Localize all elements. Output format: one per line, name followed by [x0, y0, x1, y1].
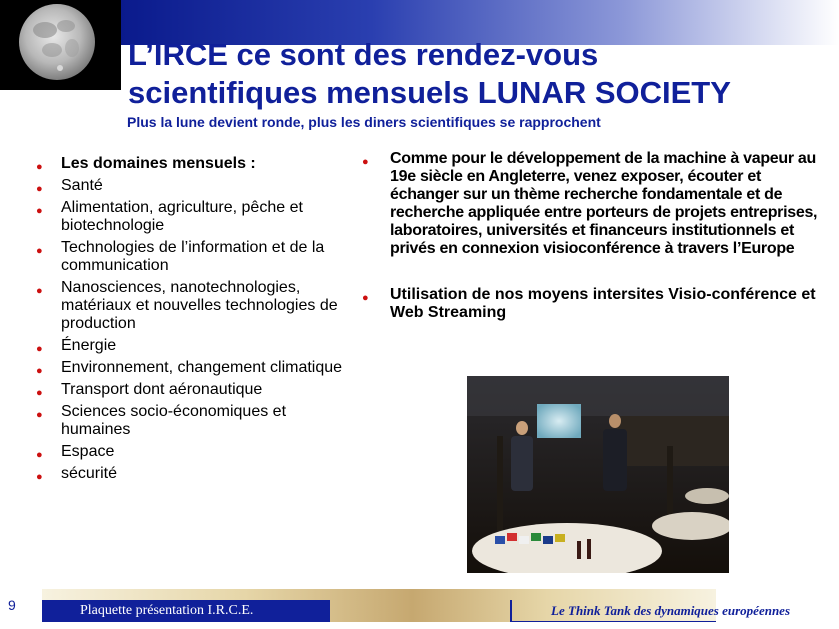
- list-item: [36, 381, 354, 399]
- list-item-text: Transport dont aéronautique: [61, 381, 263, 398]
- list-item-text: Nanosciences, nanotechnologies, matériaux et nouvelles technologies de production: [61, 279, 338, 332]
- list-item-text: Espace: [61, 443, 115, 460]
- list-item: [36, 403, 354, 439]
- title-line-1: L’IRCE ce sont des rendez-vous: [128, 37, 599, 72]
- bullet-icon: ●: [36, 387, 43, 399]
- bullet-icon: ●: [36, 245, 43, 257]
- list-item-text: sécurité: [61, 465, 118, 482]
- page-subtitle: Plus la lune devient ronde, plus les diners scientifiques se rapprochent: [127, 114, 601, 130]
- bullet-icon: ●: [36, 471, 43, 483]
- list-item-text: Santé: [61, 177, 103, 194]
- list-item: [36, 199, 354, 235]
- list-item: [36, 239, 354, 275]
- list-item: [362, 150, 822, 258]
- list-item-text: Énergie: [61, 337, 117, 354]
- list-item-text: Les domaines mensuels :: [61, 155, 256, 172]
- footer-divider: [510, 600, 512, 622]
- bullet-icon: ●: [36, 285, 43, 297]
- list-item: [36, 443, 354, 461]
- list-item: [362, 286, 822, 322]
- bullet-icon: ●: [36, 409, 43, 421]
- bullet-icon: ●: [36, 365, 43, 377]
- list-item: [36, 359, 354, 377]
- bullet-icon: ●: [36, 161, 43, 173]
- bullet-icon: ●: [362, 156, 369, 168]
- footer-tagline: Le Think Tank des dynamiques européennes: [551, 603, 790, 618]
- list-item-text: Comme pour le développement de la machine à vapeur au 19e siècle en Angleterre, venez exposer, écouter et échanger sur un thème recherche fondamentale et de recherche appliquée entre porteurs de projets entreprises, laboratoires, universités et financeurs institutionnels et privés en connexion visioconférence à travers l’Europe: [390, 150, 818, 257]
- event-photo: [467, 376, 729, 573]
- bullet-icon: ●: [36, 343, 43, 355]
- page-title: [128, 36, 828, 112]
- footer-left-label: Plaquette présentation I.R.C.E.: [42, 600, 330, 622]
- list-item: [36, 465, 354, 483]
- list-item: [36, 177, 354, 195]
- page-number: 9: [8, 597, 16, 613]
- footer-underline: [512, 621, 716, 622]
- bullet-icon: ●: [36, 205, 43, 217]
- bullet-icon: ●: [362, 292, 369, 304]
- domains-list: [36, 155, 354, 487]
- bullet-icon: ●: [36, 183, 43, 195]
- bullet-icon: ●: [36, 449, 43, 461]
- title-line-2: scientifiques mensuels LUNAR SOCIETY: [128, 75, 731, 110]
- description-list: [362, 150, 822, 322]
- list-item-text: Alimentation, agriculture, pêche et biotechnologie: [61, 199, 303, 234]
- list-item: [36, 337, 354, 355]
- list-item-text: Technologies de l’information et de la communication: [61, 239, 325, 274]
- moon-image: [0, 0, 121, 90]
- list-item-text: Utilisation de nos moyens intersites Visio-conférence et Web Streaming: [390, 286, 816, 321]
- list-item: [36, 279, 354, 333]
- list-item-text: Sciences socio-économiques et humaines: [61, 403, 287, 438]
- list-item-text: Environnement, changement climatique: [61, 359, 343, 376]
- list-item: [36, 155, 354, 173]
